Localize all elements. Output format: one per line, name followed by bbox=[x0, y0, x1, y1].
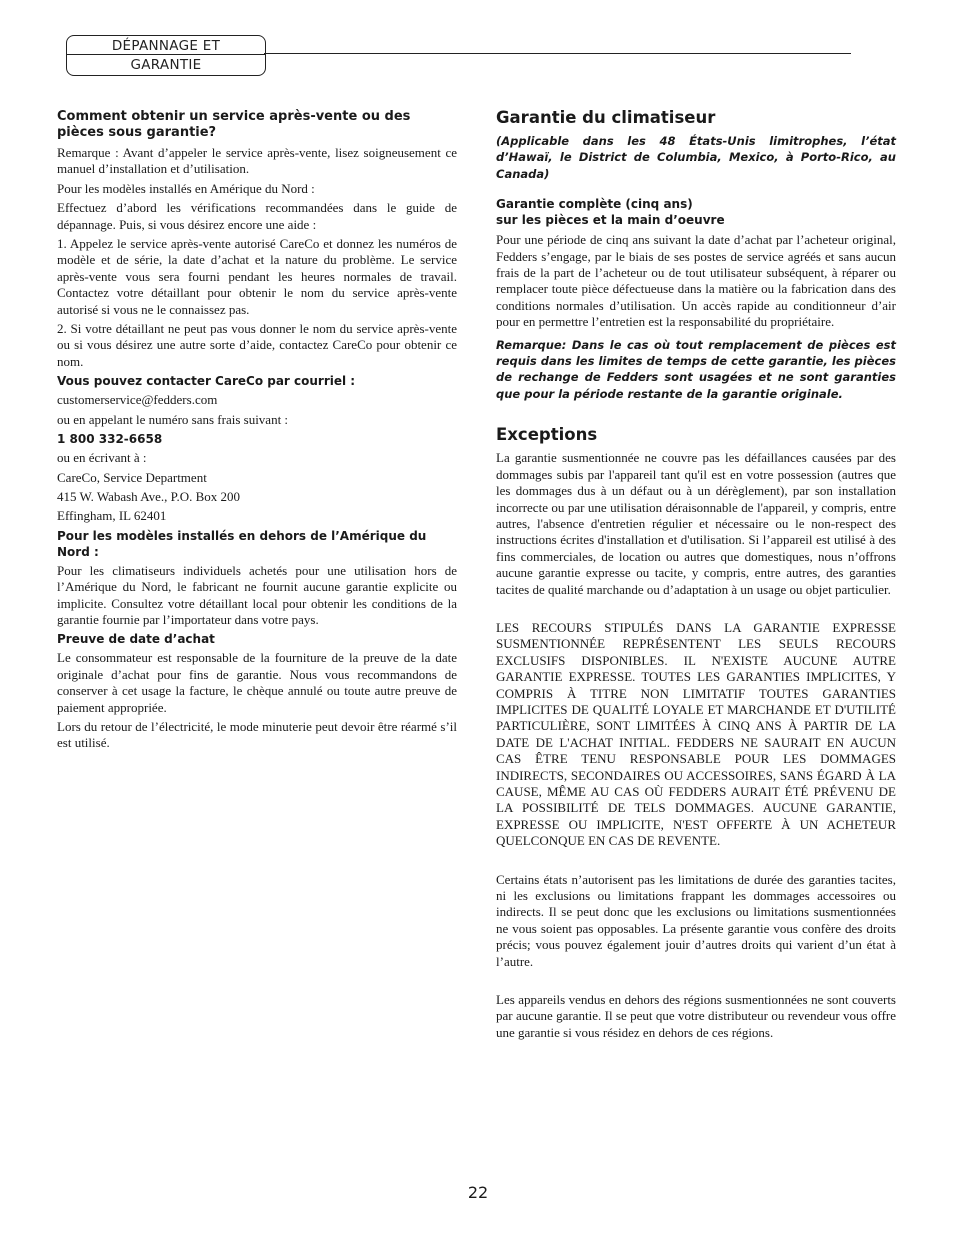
phone-number: 1 800 332-6658 bbox=[57, 432, 163, 447]
outside-na-heading: Pour les modèles installés en dehors de l’Amérique du Nord : bbox=[57, 528, 427, 559]
address-line-3: Effingham, IL 62401 bbox=[57, 508, 167, 524]
right-column bbox=[496, 107, 896, 1044]
contact-heading: Vous pouvez contacter CareCo par courriel : bbox=[57, 374, 356, 389]
left-column bbox=[57, 109, 457, 755]
address-line-2: 415 W. Wabash Ave., P.O. Box 200 bbox=[57, 488, 241, 504]
applicability-text: (Applicable dans les 48 États-Unis limitrophes, l’état d’Hawaï, le District de Columbia, Mexico, à Porto-Rico, au Canada) bbox=[496, 134, 896, 181]
warranty-text: Pour une période de cinq ans suivant la date d’achat par l’acheteur original, Fedders s’engage, par le biais de ses postes de service agréés et sans aucun frais de la part de l’acheteur ou de tout utilisateur subséquent, à réparer ou remplacer toute pièce défectueuse dans la matière ou la fabrication dans des conditions normales d’utilisation. Un accès rapide au conditionneur d’air pour en permettre l’entretien est la responsabilité du propriétaire. bbox=[496, 232, 896, 330]
power-text: Lors du retour de l’électricité, le mode minuterie peut devoir être réarmé s’il est utilisé. bbox=[57, 718, 457, 751]
header-rule bbox=[264, 53, 851, 54]
step-2: 2. Si votre détaillant ne peut pas vous donner le nom du service après-vente ou si vous désirez une autre sorte d’aide, contactez CareCo pour obtenir ce nom. bbox=[57, 321, 457, 369]
section-tab-divider bbox=[67, 54, 265, 55]
contact-email: customerservice@fedders.com bbox=[57, 392, 218, 408]
address-line-1: CareCo, Service Department bbox=[57, 469, 207, 485]
phone-intro: ou en appelant le numéro sans frais suivant : bbox=[57, 411, 289, 427]
warranty-remark: Remarque: Dans le cas où tout remplacement de pièces est requis dans les limites de temps de cette garantie, les pièces de rechange de Fedders sont usagées et ne sont garanties que pour la période restante de la garantie originale. bbox=[496, 337, 896, 401]
section-tab-line2: GARANTIE bbox=[130, 57, 202, 73]
proof-heading: Preuve de date d’achat bbox=[57, 632, 215, 647]
north-america-intro: Pour les modèles installés en Amérique du Nord : bbox=[57, 180, 315, 196]
proof-text: Le consommateur est responsable de la fourniture de la preuve de la date originale d’achat pour fins de garantie. Nous vous recommandons de conserver à cet usage la facture, le chèque annulé ou toute autre preuve de paiement appropriée. bbox=[57, 650, 457, 715]
exceptions-title: Exceptions bbox=[496, 425, 598, 445]
outside-regions-text: Les appareils vendus en dehors des régions susmentionnées ne sont couverts par aucune garantie. Il se peut que votre distributeur ou revendeur vous offre une garantie si vous résidez en dehors de ces régions. bbox=[496, 992, 896, 1040]
service-note: Remarque : Avant d’appeler le service après-vente, lisez soigneusement ce manuel d’installation et d’utilisation. bbox=[57, 145, 457, 177]
full-warranty-heading-1: Garantie complète (cinq ans) bbox=[496, 197, 693, 212]
remedies-text: LES RECOURS STIPULÉS DANS LA GARANTIE EXPRESSE SUSMENTIONNÉE REPRÉSENTENT LES SEULS RECOURS EXCLUSIFS DISPONIBLES. IL N'EXISTE AUCUNE AUTRE GARANTIE EXPRESSE. TOUTES LES GARANTIES IMPLICITES, Y COMPRIS À TITRE NON LIMITATIF TOUTES GARANTIES IMPLICITES DE QUALITÉ LOYALE ET MARCHANDE ET D'UTILITÉ PARTICULIÈRE, SONT LIMITÉES À CINQ ANS À PARTIR DE LA DATE DE L'ACHAT INITIAL. FEDDERS NE SAURAIT EN AUCUN CAS ÊTRE TENU RESPONSABLE POUR LES DOMMAGES INDIRECTS, SECONDAIRES OU ACCESSOIRES, SANS ÉGARD À LA CAUSE, MÊME AU CAS OÙ FEDDERS AURAIT ÉTÉ PRÉVENU DE LA POSSIBILITÉ DE TELS DOMMAGES. AUCUNE GARANTIE, EXPRESSE OU IMPLICITE, N'EST OFFERTE À UN ACHETEUR QUELCONQUE EN CAS DE REVENTE. bbox=[496, 619, 896, 849]
step-1: 1. Appelez le service après-vente autorisé CareCo et donnez les numéros de modèle et de série, la date d’achat et la nature du problème. Le service après-vente vous sera fourni pendant les heures normales de travail. Contactez votre détaillant pour obtenir le nom du service après-vente autorisé si vous ne le connaissez pas. bbox=[57, 236, 457, 317]
write-intro: ou en écrivant à : bbox=[57, 450, 147, 466]
exceptions-text: La garantie susmentionnée ne couvre pas les défaillances causées par des dommages subis par l'appareil tant qu'il est en votre possession (autres que les dommages dus à un défaut ou à un dérèglement), par son installation incorrecte ou par une utilisation déraisonnable de l'appareil, y compris, entre autres, l'absence d'entretien régulier et nécessaire ou le non-respect des instructions écrites d'installation et d'utilisation. Si l’appareil est utilisé à des fins commerciales, de location ou autres que domestiques, nous n’offrons aucune garantie expresse ou tacite, y compris, entre autres, des garanties tacites de qualité marchande ou d’adaptation à un usage ou objet particulier. bbox=[496, 450, 896, 597]
section-tab-line1: DÉPANNAGE ET bbox=[111, 38, 221, 54]
full-warranty-heading-2: sur les pièces et la main d’oeuvre bbox=[496, 213, 725, 228]
service-heading: Comment obtenir un service après-vente ou des pièces sous garantie? bbox=[57, 109, 411, 140]
outside-na-text: Pour les climatiseurs individuels achetés pour une utilisation hors de l’Amérique du Nord, le fabricant ne fournit aucune garantie explicite ou implicite. Consultez votre détaillant local pour obtenir les conditions de la garantie fournie par l’importateur dans votre pays. bbox=[57, 562, 457, 627]
states-text: Certains états n’autorisent pas les limitations de durée des garanties tacites, ni les exclusions ou limitations frappant les dommages accessoires ou indirects. Il se peut donc que les exclusions ou limitations susmentionnées ne vous soient pas opposables. La présente garantie vous confère des droits précis; vous pouvez également jouir d’autres droits qui varient d’un état à l’autre. bbox=[496, 871, 896, 969]
warranty-title: Garantie du climatiseur bbox=[496, 108, 716, 127]
page-number: 22 bbox=[467, 1183, 489, 1202]
checks-text: Effectuez d’abord les vérifications recommandées dans le guide de dépannage. Puis, si vous désirez encore une aide : bbox=[57, 200, 457, 232]
section-tab bbox=[66, 35, 266, 76]
